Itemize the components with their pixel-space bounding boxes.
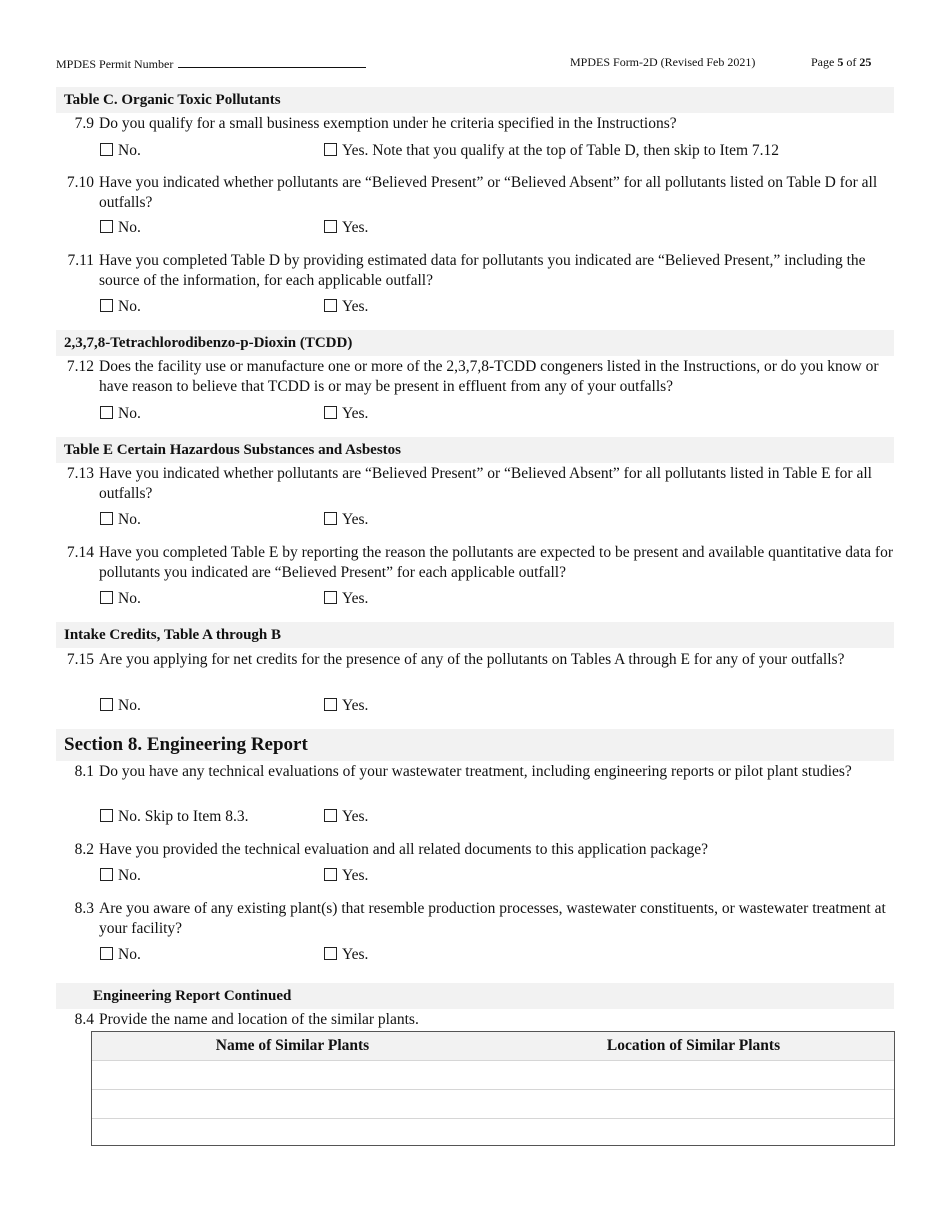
option-7-13-yes[interactable] bbox=[324, 510, 368, 530]
table-row bbox=[92, 1060, 894, 1090]
option-7-13-no[interactable] bbox=[100, 510, 141, 530]
question-number: 7.15 bbox=[66, 651, 94, 668]
checkbox-icon[interactable] bbox=[100, 143, 113, 156]
option-8-2-yes[interactable] bbox=[324, 866, 368, 886]
table-row bbox=[92, 1118, 894, 1148]
option-label: Yes. bbox=[342, 946, 369, 963]
option-8-1-no[interactable] bbox=[100, 807, 248, 827]
option-label: Yes. bbox=[342, 590, 369, 607]
table-header bbox=[92, 1032, 894, 1060]
permit-number bbox=[56, 55, 366, 72]
option-8-3-no[interactable] bbox=[100, 945, 141, 965]
option-label: No. Skip to Item 8.3. bbox=[118, 808, 249, 825]
option-7-12-no[interactable] bbox=[100, 404, 141, 424]
question-text: Provide the name and location of the similar plants. bbox=[99, 1011, 419, 1028]
page-indicator bbox=[811, 55, 871, 70]
option-7-10-no[interactable] bbox=[100, 218, 141, 238]
question-text: Have you indicated whether pollutants are “Believed Present” or “Believed Absent” for all pollutants listed on Table D for all outfalls? bbox=[99, 174, 878, 211]
option-8-2-no[interactable] bbox=[100, 866, 141, 886]
question-text: Are you applying for net credits for the presence of any of the pollutants on Tables A through E for any of your outfalls? bbox=[99, 651, 845, 668]
plant-name-cell[interactable] bbox=[92, 1061, 493, 1089]
section-tcdd: 2,3,7,8-Tetrachlorodibenzo-p-Dioxin (TCDD) bbox=[56, 330, 894, 356]
checkbox-icon[interactable] bbox=[100, 299, 113, 312]
question-text: Have you provided the technical evaluation and all related documents to this application package? bbox=[99, 841, 709, 858]
option-7-9-no[interactable] bbox=[100, 141, 141, 161]
checkbox-icon[interactable] bbox=[100, 947, 113, 960]
checkbox-icon[interactable] bbox=[324, 220, 337, 233]
plant-name-cell[interactable] bbox=[92, 1119, 493, 1147]
checkbox-icon[interactable] bbox=[324, 143, 337, 156]
question-number: 8.2 bbox=[74, 841, 94, 858]
question-number: 7.9 bbox=[74, 115, 94, 132]
option-7-11-yes[interactable] bbox=[324, 297, 368, 317]
permit-number-field[interactable] bbox=[178, 55, 366, 68]
page-header bbox=[56, 55, 894, 73]
checkbox-icon[interactable] bbox=[324, 947, 337, 960]
page-prefix: Page bbox=[811, 55, 835, 69]
checkbox-icon[interactable] bbox=[100, 220, 113, 233]
checkbox-icon[interactable] bbox=[100, 698, 113, 711]
question-text: Does the facility use or manufacture one or more of the 2,3,7,8-TCDD congeners listed in the Instructions, or do you know or have reason to believe that TCDD is or may be present in effluent from any of your outfalls? bbox=[99, 358, 879, 395]
question-number: 8.3 bbox=[74, 900, 94, 917]
checkbox-icon[interactable] bbox=[100, 406, 113, 419]
option-label: No. bbox=[118, 867, 141, 884]
section-8-heading: Section 8. Engineering Report bbox=[56, 729, 894, 761]
plant-location-cell[interactable] bbox=[493, 1090, 894, 1118]
checkbox-icon[interactable] bbox=[100, 591, 113, 604]
checkbox-icon[interactable] bbox=[324, 406, 337, 419]
option-7-15-no[interactable] bbox=[100, 696, 141, 716]
option-7-10-yes[interactable] bbox=[324, 218, 368, 238]
plant-name-cell[interactable] bbox=[92, 1090, 493, 1118]
section-table-e: Table E Certain Hazardous Substances and Asbestos bbox=[56, 437, 894, 463]
option-label: Yes. bbox=[342, 808, 369, 825]
page-number: 5 bbox=[837, 55, 844, 69]
checkbox-icon[interactable] bbox=[324, 809, 337, 822]
option-label: No. bbox=[118, 946, 141, 963]
plant-location-cell[interactable] bbox=[493, 1061, 894, 1089]
option-7-11-no[interactable] bbox=[100, 297, 141, 317]
question-text: Have you completed Table D by providing estimated data for pollutants you indicated are “Believed Present,” including the source of the information, for each applicable outfall? bbox=[99, 252, 866, 289]
option-label: No. bbox=[118, 219, 141, 236]
checkbox-icon[interactable] bbox=[324, 299, 337, 312]
question-number: 8.4 bbox=[74, 1011, 94, 1028]
question-text: Do you have any technical evaluations of your wastewater treatment, including engineering reports or pilot plant studies? bbox=[99, 763, 852, 780]
question-text: Do you qualify for a small business exemption under he criteria specified in the Instructions? bbox=[99, 115, 677, 132]
option-label: No. bbox=[118, 142, 141, 159]
question-number: 7.10 bbox=[66, 174, 94, 191]
checkbox-icon[interactable] bbox=[324, 512, 337, 525]
checkbox-icon[interactable] bbox=[100, 868, 113, 881]
option-7-15-yes[interactable] bbox=[324, 696, 368, 716]
checkbox-icon[interactable] bbox=[324, 868, 337, 881]
checkbox-icon[interactable] bbox=[324, 591, 337, 604]
option-label: Yes. bbox=[342, 219, 369, 236]
section-engineering-continued: Engineering Report Continued bbox=[56, 983, 894, 1009]
question-number: 7.13 bbox=[66, 465, 94, 482]
page-total: 25 bbox=[859, 55, 872, 69]
section-intake-credits: Intake Credits, Table A through B bbox=[56, 622, 894, 648]
checkbox-icon[interactable] bbox=[324, 698, 337, 711]
option-label: Yes. bbox=[342, 405, 369, 422]
question-number: 7.12 bbox=[66, 358, 94, 375]
question-text: Are you aware of any existing plant(s) that resemble production processes, wastewater constituents, or wastewater treatment at your facility? bbox=[99, 900, 886, 937]
option-label: Yes. bbox=[342, 298, 369, 315]
option-8-1-yes[interactable] bbox=[324, 807, 368, 827]
option-label: Yes. bbox=[342, 511, 369, 528]
option-7-14-no[interactable] bbox=[100, 589, 141, 609]
question-text: Have you indicated whether pollutants are “Believed Present” or “Believed Absent” for all pollutants listed in Table E for all outfalls? bbox=[99, 465, 872, 502]
option-label: No. bbox=[118, 511, 141, 528]
option-label: No. bbox=[118, 298, 141, 315]
option-8-3-yes[interactable] bbox=[324, 945, 368, 965]
option-label: Yes. bbox=[342, 867, 369, 884]
permit-label: MPDES Permit Number bbox=[56, 57, 174, 71]
plant-location-cell[interactable] bbox=[493, 1119, 894, 1147]
option-7-12-yes[interactable] bbox=[324, 404, 368, 424]
question-number: 7.14 bbox=[66, 544, 94, 561]
similar-plants-table bbox=[91, 1031, 895, 1146]
option-7-14-yes[interactable] bbox=[324, 589, 368, 609]
checkbox-icon[interactable] bbox=[100, 512, 113, 525]
form-label: MPDES Form-2D (Revised Feb 2021) bbox=[570, 55, 756, 69]
option-label: No. bbox=[118, 405, 141, 422]
checkbox-icon[interactable] bbox=[100, 809, 113, 822]
question-number: 8.1 bbox=[74, 763, 94, 780]
question-number: 7.11 bbox=[67, 252, 94, 269]
table-row bbox=[92, 1089, 894, 1119]
page-of: of bbox=[846, 55, 857, 69]
option-label: Yes. Note that you qualify at the top of Table D, then skip to Item 7.12 bbox=[342, 142, 780, 159]
option-label: Yes. bbox=[342, 697, 369, 714]
section-table-c: Table C. Organic Toxic Pollutants bbox=[56, 87, 894, 113]
option-label: No. bbox=[118, 590, 141, 607]
column-header-name: Name of Similar Plants bbox=[215, 1037, 370, 1054]
column-header-location: Location of Similar Plants bbox=[606, 1037, 781, 1054]
option-label: No. bbox=[118, 697, 141, 714]
option-7-9-yes[interactable] bbox=[324, 141, 779, 161]
question-text: Have you completed Table E by reporting the reason the pollutants are expected to be present and available quantitative data for pollutants you indicated are “Believed Present” for each applicable outfall? bbox=[99, 544, 893, 581]
